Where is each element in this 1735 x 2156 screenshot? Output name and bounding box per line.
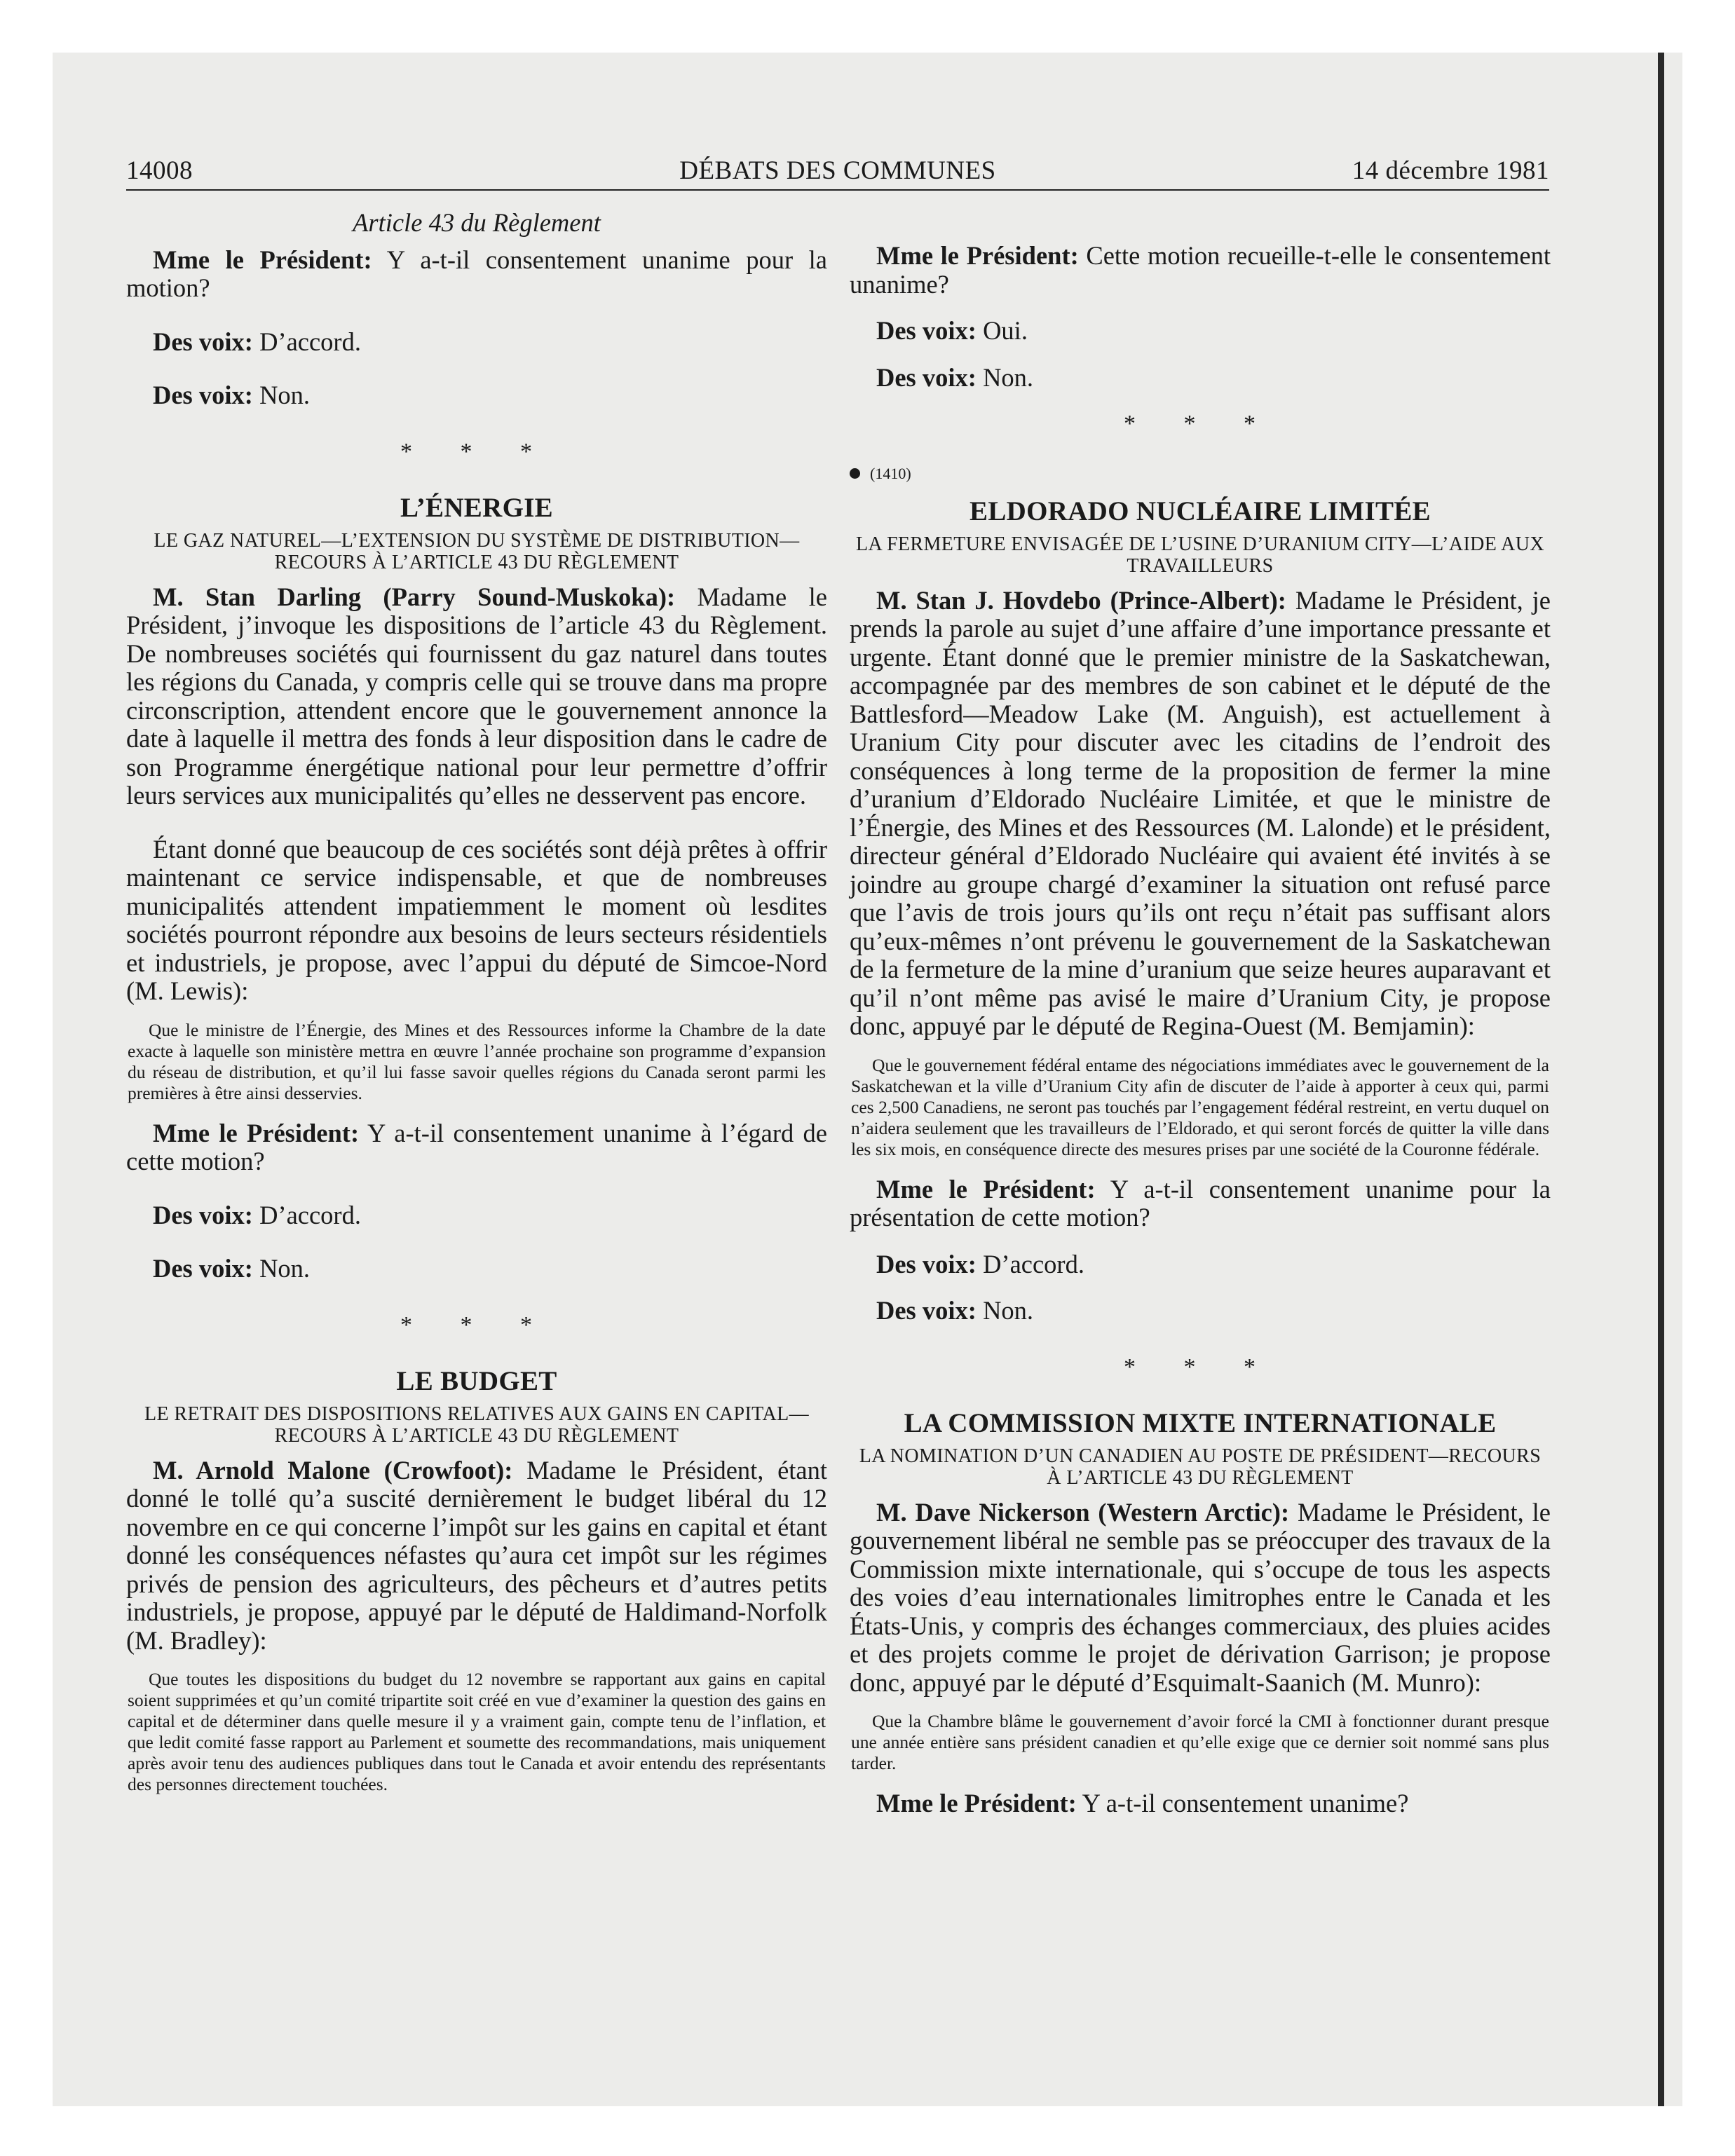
speaker-paragraph	[850, 1175, 1551, 1232]
speech-text: D’accord.	[976, 1249, 1084, 1278]
speech-text: Y a-t-il consentement unanime pour la motion?	[126, 245, 827, 302]
voices-paragraph	[126, 1201, 827, 1230]
motion-text: Que le ministre de l’Énergie, des Mines et des Ressources informe la Chambre de la date exacte à laquelle son ministère mettra en œuvre l’année prochaine son programme d’expansion du réseau de distribution, et qu’il lui fasse savoir quelles régions du Canada seront parmi les premières à être ainsi desservies.	[128, 1019, 826, 1103]
speech-text: Non.	[252, 381, 311, 409]
section-heading: LA COMMISSION MIXTE INTERNATIONALE	[904, 1408, 1497, 1438]
page-number: 14008	[126, 156, 193, 185]
speaker-paragraph	[126, 583, 827, 810]
section-subheading: LA NOMINATION D’UN CANADIEN AU POSTE DE PRÉSIDENT—RECOURS À L’ARTICLE 43 DU RÈGLEMENT	[859, 1445, 1542, 1489]
issue-date: 14 décembre 1981	[1352, 156, 1549, 185]
section-separator: * * *	[1124, 1353, 1277, 1380]
left-column	[126, 202, 827, 1810]
speech-text: Madame le Président, je prends la parole au sujet d’une affaire d’une importance pressante et urgente. Étant donné que le premier ministre de la Saskatchewan, accompagnée par des membres de son cabinet et le député de the Battlesford—Meadow Lake (M. Anguish), est actuellement à Uranium City pour discuter avec les citadins de l’endroit des conséquences à long terme de la proposition de fermer la mine d’uranium d’Eldorado Nucléaire Limitée, et que le ministre de l’Énergie, des Mines et des Ressources (M. Lalonde) et le président, directeur général d’Eldorado Nucléaire qui avaient été invités à se joindre au groupe chargé d’examiner la situation ont refusé parce que l’avis de trois jours qu’ils ont reçu n’était pas suffisant alors qu’eux-mêmes n’ont prévenu le gouvernement de la Saskatchewan de la fermeture de la mine d’uranium que seize heures auparavant et qu’il n’ont même pas avisé le maire d’Uranium City, je propose donc, appuyé par le député de Regina-Ouest (M. Bemjamin):	[850, 585, 1551, 1040]
voices-paragraph	[126, 381, 827, 410]
time-marker	[850, 460, 1551, 489]
scan-edge	[1658, 53, 1664, 2106]
speech-text: Y a-t-il consentement unanime?	[1076, 1789, 1409, 1817]
speaker-paragraph	[126, 1119, 827, 1176]
speaker-name: Des voix:	[153, 327, 253, 356]
speech-text: Madame le Président, j’invoque les dispositions de l’article 43 du Règlement. De nombreuses sociétés qui fournissent du gaz naturel dans toutes les régions du Canada, y compris celle qui se trouve dans ma propre circonscription, attendent encore que le gouvernement annonce la date à laquelle il mettra des fonds à leur disposition dans le cadre de son Programme énergétique national pour leur permettre d’offrir leurs services aux municipalités qu’elles ne desservent pas encore.	[126, 582, 827, 810]
speaker-name: Mme le Président:	[876, 1789, 1077, 1817]
speaker-name: Mme le Président:	[876, 241, 1079, 270]
speech-text: Y a-t-il consentement unanime pour la présentation de cette motion?	[850, 1174, 1551, 1231]
speaker-name: Des voix:	[876, 1296, 977, 1325]
speaker-name: Des voix:	[153, 1254, 253, 1283]
motion-text: Que le gouvernement fédéral entame des négociations immédiates avec le gouvernement de la Saskatchewan et la ville d’Uranium City afin de discuter de l’aide à apporter à ceux qui, parmi ces 2,500 Canadiens, ne seront pas touchés par l’engagement fédéral restreint, en vertu duquel on n’aidera seulement que les travailleurs de l’Eldorado, et qui seront forcés de quitter la ville dans les six mois, en conséquence directe des mesures prises par une société de la Couronne fédérale.	[851, 1054, 1549, 1159]
speaker-name: Mme le Président:	[153, 1118, 360, 1147]
speaker-paragraph	[850, 242, 1551, 299]
section-heading: LE BUDGET	[396, 1366, 557, 1396]
body-paragraph: Étant donné que beaucoup de ces sociétés sont déjà prêtes à offrir maintenant ce service indispensable, et que de nombreuses municipalités attendent impatiemment le moment où lesdites sociétés pourront répondre aux besoins de leurs secteurs résidentiels et industriels, je propose, avec l’appui du député de Simcoe-Nord (M. Lewis):	[126, 834, 827, 1005]
speaker-name: Des voix:	[876, 1249, 977, 1278]
voices-paragraph	[126, 328, 827, 357]
voices-paragraph	[850, 1250, 1551, 1279]
speech-text: Oui.	[976, 316, 1028, 345]
speaker-paragraph	[850, 587, 1551, 1041]
speaker-name: M. Dave Nickerson (Western Arctic):	[876, 1497, 1290, 1527]
speaker-paragraph	[126, 1456, 827, 1656]
speech-text: Non.	[252, 1254, 311, 1283]
speech-text: Non.	[976, 362, 1034, 392]
voices-paragraph	[126, 1255, 827, 1283]
speaker-name: Des voix:	[876, 316, 977, 345]
speech-text: Madame le Président, le gouvernement libéral ne semble pas se préoccuper des travaux de la Commission mixte internationale, qui s’occupe de tous les aspects des voies d’eau internationales limitrophes entre le Canada et les États-Unis, y compris des échanges commerciaux, des pluies acides et des projets comme le projet de dérivation Garrison; je propose donc, appuyé par le député d’Esquimalt-Saanich (M. Munro):	[850, 1497, 1551, 1697]
section-heading: L’ÉNERGIE	[400, 493, 553, 523]
speech-text: D’accord.	[252, 327, 361, 356]
publication-title: DÉBATS DES COMMUNES	[679, 156, 996, 185]
speech-text: Cette motion recueille-t-elle le consentement unanime?	[850, 241, 1551, 299]
section-separator: * * *	[400, 1311, 553, 1338]
header-rule	[126, 189, 1549, 191]
speech-text: Y a-t-il consentement unanime à l’égard de cette motion?	[126, 1118, 827, 1175]
speaker-paragraph	[126, 246, 827, 303]
time-marker-text: (1410)	[870, 464, 911, 482]
section-separator: * * *	[1124, 411, 1277, 437]
voices-paragraph	[850, 364, 1551, 393]
speech-text: Non.	[976, 1296, 1034, 1325]
section-separator: * * *	[400, 438, 553, 465]
speaker-paragraph	[850, 1789, 1551, 1818]
bullet-icon	[850, 468, 860, 479]
voices-paragraph	[850, 317, 1551, 346]
voices-paragraph	[850, 1297, 1551, 1325]
page-header	[126, 156, 1549, 192]
section-subheading: LE GAZ NATUREL—L’EXTENSION DU SYSTÈME DE DISTRIBUTION—RECOURS À L’ARTICLE 43 DU RÈGLEMENT	[154, 529, 800, 573]
speaker-paragraph	[850, 1499, 1551, 1698]
motion-text: Que la Chambre blâme le gouvernement d’avoir forcé la CMI à fonctionner durant presque une année entière sans président canadien et qu’elle exige que ce dernier soit nommé sans plus tarder.	[851, 1711, 1549, 1773]
article-reference: Article 43 du Règlement	[353, 208, 601, 237]
motion-text: Que toutes les dispositions du budget du 12 novembre se rapportant aux gains en capital soient supprimées et qu’un comité tripartite soit créé en vue d’examiner la question des gains en capital et de déterminer dans quelle mesure il y a vraiment gain, compte tenu de l’inflation, et que ledit comité fasse rapport au Parlement et soumette des recommandations, mais uniquement après avoir tenu des audiences publiques dans tout le Canada et avoir entendu des représentants des personnes directement touchées.	[128, 1669, 826, 1794]
section-heading: ELDORADO NUCLÉAIRE LIMITÉE	[969, 496, 1431, 526]
right-column	[850, 242, 1551, 1818]
speech-text: D’accord.	[252, 1200, 361, 1229]
section-subheading: LE RETRAIT DES DISPOSITIONS RELATIVES AUX GAINS EN CAPITAL—RECOURS À L’ARTICLE 43 DU RÈGLEMENT	[144, 1403, 809, 1447]
speaker-name: M. Stan Darling (Parry Sound-Muskoka):	[153, 582, 676, 611]
speaker-name: M. Stan J. Hovdebo (Prince-Albert):	[876, 585, 1286, 615]
speaker-name: Mme le Président:	[876, 1174, 1096, 1203]
speaker-name: Des voix:	[153, 1200, 253, 1229]
speaker-name: Des voix:	[153, 381, 253, 409]
section-subheading: LA FERMETURE ENVISAGÉE DE L’USINE D’URANIUM CITY—L’AIDE AUX TRAVAILLEURS	[855, 533, 1545, 577]
speaker-name: Des voix:	[876, 362, 977, 392]
speech-text: Madame le Président, étant donné le tollé qu’a suscité dernièrement le budget libéral du 12 novembre en ce qui concerne l’impôt sur les gains en capital et étant donné les conséquences néfastes qu’aura cet impôt sur les régimes privés de pension des agriculteurs, des pêcheurs et d’autres petits industriels, je propose, appuyé par le député de Haldimand-Norfolk (M. Bradley):	[126, 1455, 827, 1655]
speaker-name: Mme le Président:	[153, 245, 372, 274]
speaker-name: M. Arnold Malone (Crowfoot):	[153, 1455, 513, 1485]
